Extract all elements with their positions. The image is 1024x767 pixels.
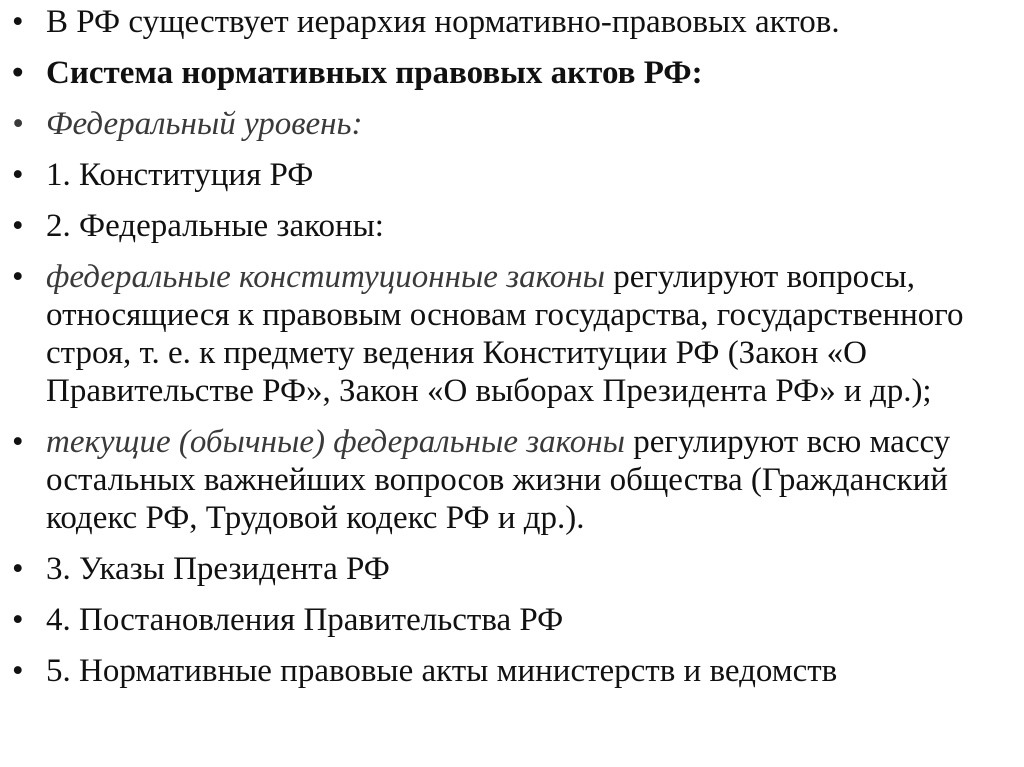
bullet-text: 5. Нормативные правовые акты министерств и ведомств bbox=[46, 653, 838, 689]
bullet-text: 4. Постановления Правительства РФ bbox=[46, 602, 564, 638]
bullet-icon: • bbox=[12, 602, 24, 638]
bullet-text: 1. Конституция РФ bbox=[46, 157, 314, 193]
bullet-text: регулируют всю массу остальных важнейших вопросов жизни общества (Гражданский кодекс РФ, Трудовой кодекс РФ и др.). bbox=[46, 424, 951, 536]
bullet-text: 3. Указы Президента РФ bbox=[46, 551, 390, 587]
bullet-icon: • bbox=[12, 653, 24, 689]
bullet-text: В РФ существует иерархия нормативно-правовых актов. bbox=[46, 4, 840, 40]
bullet-icon: • bbox=[12, 157, 24, 193]
bullet-lead-term: текущие (обычные) федеральные законы bbox=[46, 424, 626, 460]
bullet-item-constitution bbox=[0, 156, 1024, 194]
bullet-item-federal-level bbox=[0, 105, 1024, 143]
bullet-item-federal-laws bbox=[0, 207, 1024, 245]
bullet-icon: • bbox=[12, 208, 24, 244]
bullet-item-ministry-acts bbox=[0, 652, 1024, 690]
bullet-text: регулируют вопросы, относящиеся к правовым основам государства, государственного строя, т. е. к предмету ведения Конституции РФ (Закон «О Правительстве РФ», Закон «О выборах Президента РФ» и др.); bbox=[46, 259, 964, 409]
bullet-text: Федеральный уровень: bbox=[46, 106, 363, 142]
bullet-item-constitutional-laws bbox=[0, 258, 1024, 410]
bullet-item-hierarchy bbox=[0, 3, 1024, 41]
bullet-icon: • bbox=[12, 55, 24, 91]
bullet-icon: • bbox=[12, 424, 24, 460]
bullet-lead-term: федеральные конституционные законы bbox=[46, 259, 605, 295]
bullet-icon: • bbox=[12, 106, 24, 142]
bullet-item-system-heading bbox=[0, 54, 1024, 92]
bullet-icon: • bbox=[12, 551, 24, 587]
bullet-item-presidential-decrees bbox=[0, 550, 1024, 588]
bullet-item-government-resolutions bbox=[0, 601, 1024, 639]
bullet-icon: • bbox=[12, 259, 24, 295]
bullet-icon: • bbox=[12, 4, 24, 40]
bullet-item-ordinary-laws bbox=[0, 423, 1024, 537]
bullet-text: Система нормативных правовых актов РФ: bbox=[46, 55, 703, 91]
bullet-text: 2. Федеральные законы: bbox=[46, 208, 384, 244]
